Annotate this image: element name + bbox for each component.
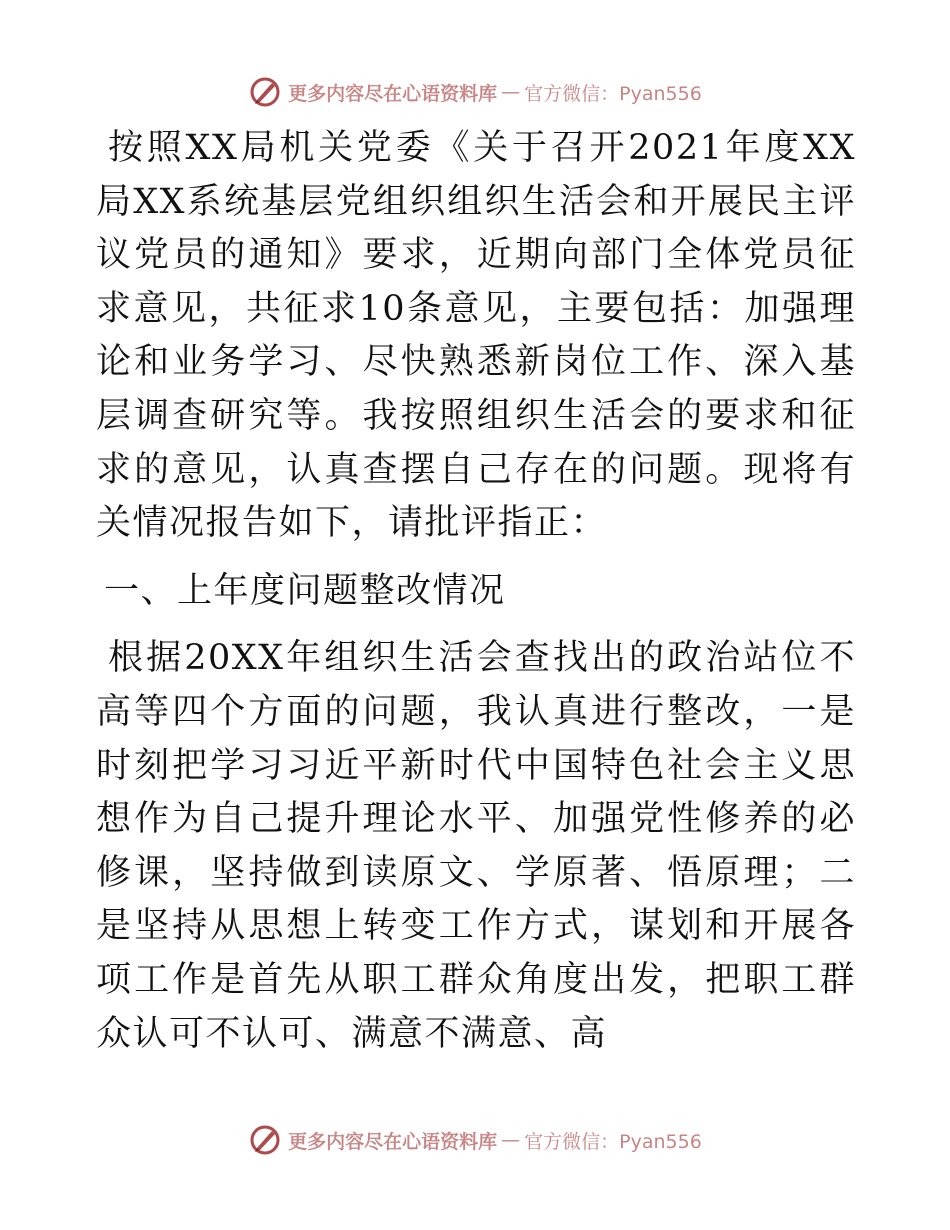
section-heading: 一、上年度问题整改情况 <box>104 570 506 611</box>
watermark-separator: — <box>501 81 521 103</box>
watermark-suffix: 官方微信：Pyan556 <box>524 1130 702 1153</box>
watermark-header <box>0 72 950 112</box>
document-body <box>96 122 856 1061</box>
pen-circle-logo-icon <box>248 1123 282 1157</box>
pen-circle-logo-icon <box>248 75 282 109</box>
watermark-text: 更多内容尽在心语资料库 <box>288 82 498 105</box>
watermark-suffix: 官方微信：Pyan556 <box>524 82 702 105</box>
watermark-footer <box>0 1120 950 1160</box>
watermark-separator: — <box>501 1129 521 1151</box>
watermark-text: 更多内容尽在心语资料库 <box>288 1130 498 1153</box>
paragraph-intro: 按照XX局机关党委《关于召开2021年度XX局XX系统基层党组织组织生活会和开展民主评议党员的通知》要求，近期向部门全体党员征求意见，共征求10条意见，主要包括：加强理论和业务学习、尽快熟悉新岗位工作、深入基层调查研究等。我按照组织生活会的要求和征求的意见，认真查摆自己存在的问题。现将有关情况报告如下，请批评指正： <box>96 128 856 544</box>
paragraph-rectification: 根据20XX年组织生活会查找出的政治站位不高等四个方面的问题，我认真进行整改，一是时刻把学习习近平新时代中国特色社会主义思想作为自己提升理论水平、加强党性修养的必修课，坚持做到读原文、学原著、悟原理；二是坚持从思想上转变工作方式，谋划和开展各项工作是首先从职工群众角度出发，把职工群众认可不认可、满意不满意、高 <box>96 638 856 1054</box>
